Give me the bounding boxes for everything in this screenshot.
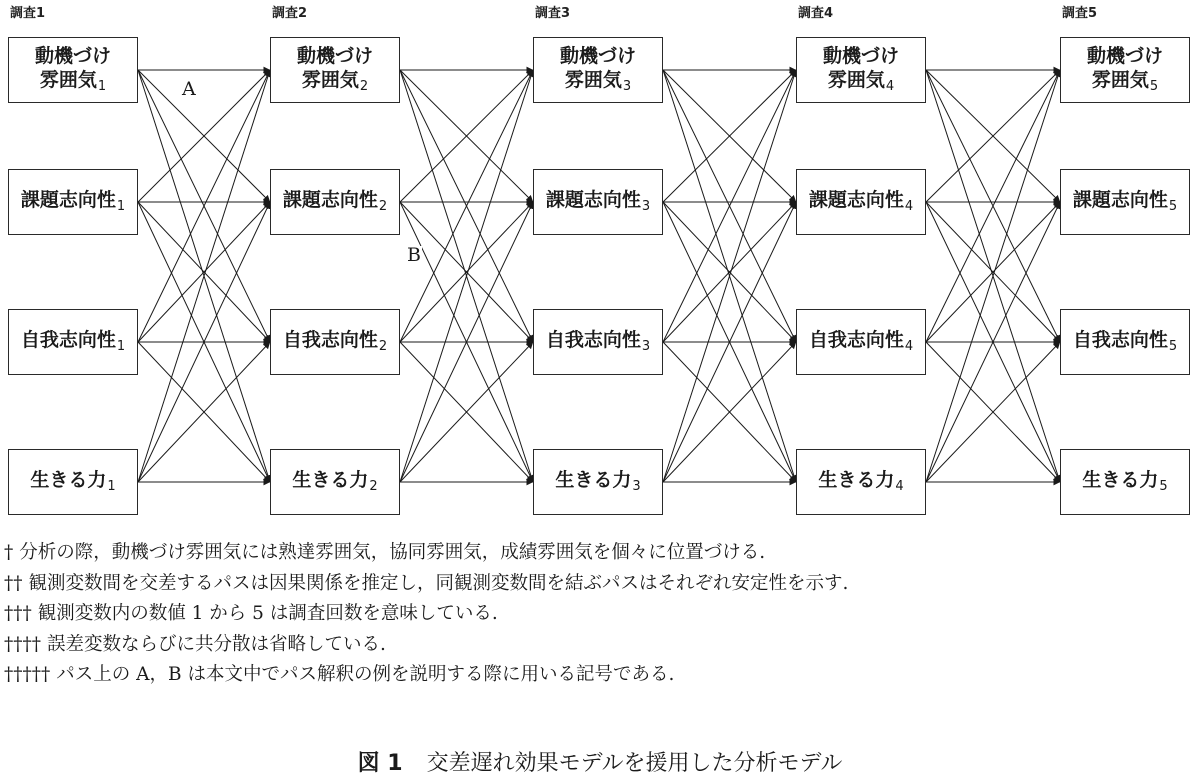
survey-index: 3 bbox=[622, 78, 632, 94]
survey-label: 調査3 bbox=[535, 6, 571, 21]
variable-node bbox=[270, 449, 400, 515]
variable-node bbox=[796, 449, 926, 515]
survey-index: 3 bbox=[641, 338, 651, 354]
survey-label: 調査5 bbox=[1062, 6, 1098, 21]
node-label-line: 雰囲気$_4$ bbox=[827, 68, 895, 94]
node-label-line: 雰囲気$_2$ bbox=[301, 68, 369, 94]
node-label-line: 生きる力$_3$ bbox=[555, 468, 641, 494]
node-label-line: 動機づけ bbox=[1086, 45, 1163, 67]
survey-index: 3 bbox=[632, 478, 641, 494]
survey-index: 5 bbox=[1168, 198, 1178, 214]
figure-number: 図 1 bbox=[357, 751, 403, 776]
path-label-a: A bbox=[182, 78, 196, 100]
survey-index: 5 bbox=[1168, 338, 1178, 354]
node-label-line: 雰囲気$_5$ bbox=[1091, 68, 1159, 94]
path-label-b: B bbox=[407, 244, 421, 266]
node-label-line: 課題志向性$_3$ bbox=[545, 188, 651, 214]
footnote-mark: †† bbox=[4, 572, 23, 594]
footnote-text: 観測変数間を交差するパスは因果関係を推定し，同観測変数間を結ぶパスはそれぞれ安定性を示す. bbox=[28, 572, 849, 594]
variable-node bbox=[533, 449, 663, 515]
footnote-text: 誤差変数ならびに共分散は省略している. bbox=[47, 633, 386, 655]
footnote-mark: † bbox=[4, 542, 14, 563]
node-label-line: 自我志向性$_2$ bbox=[282, 328, 388, 354]
footnote-text: パス上の A，B は本文中でパス解釈の例を説明する際に用いる記号である. bbox=[56, 664, 675, 685]
survey-index: 2 bbox=[369, 478, 378, 494]
variable-node bbox=[533, 309, 663, 375]
variable-node bbox=[8, 169, 138, 235]
survey-index: 5 bbox=[1159, 478, 1168, 494]
variable-node bbox=[1060, 449, 1190, 515]
variable-node bbox=[533, 169, 663, 235]
node-label-line: 課題志向性$_4$ bbox=[808, 188, 914, 214]
survey-index: 4 bbox=[904, 338, 914, 354]
node-label-line: 生きる力$_5$ bbox=[1082, 468, 1168, 494]
variable-node bbox=[533, 37, 663, 103]
variable-node bbox=[8, 37, 138, 103]
survey-index: 2 bbox=[359, 78, 369, 94]
survey-index: 3 bbox=[641, 198, 651, 214]
survey-label: 調査2 bbox=[272, 6, 308, 21]
variable-node bbox=[270, 169, 400, 235]
node-label-line: 雰囲気$_1$ bbox=[39, 68, 107, 94]
node-label-line: 課題志向性$_5$ bbox=[1072, 188, 1178, 214]
node-label-line: 自我志向性$_5$ bbox=[1072, 328, 1178, 354]
footnote bbox=[4, 599, 1198, 630]
variable-node bbox=[270, 37, 400, 103]
survey-index: 2 bbox=[378, 338, 388, 354]
variable-node bbox=[796, 37, 926, 103]
variable-node bbox=[8, 309, 138, 375]
node-label-line: 動機づけ bbox=[559, 45, 636, 67]
node-label-line: 課題志向性$_1$ bbox=[20, 188, 126, 214]
survey-index: 4 bbox=[904, 198, 914, 214]
footnote bbox=[4, 538, 1198, 569]
survey-index: 4 bbox=[895, 478, 904, 494]
footnotes bbox=[4, 538, 1198, 691]
node-label-line: 課題志向性$_2$ bbox=[282, 188, 388, 214]
node-label-line: 生きる力$_1$ bbox=[30, 468, 116, 494]
variable-node bbox=[796, 309, 926, 375]
footnote-mark: †††† bbox=[4, 633, 41, 655]
survey-index: 1 bbox=[116, 338, 126, 354]
survey-index: 1 bbox=[97, 78, 107, 94]
survey-label: 調査1 bbox=[10, 6, 46, 21]
footnote-text: 分析の際，動機づけ雰囲気には熟達雰囲気，協同雰囲気，成績雰囲気を個々に位置づける. bbox=[19, 542, 766, 563]
survey-index: 4 bbox=[885, 78, 895, 94]
footnote bbox=[4, 660, 1198, 691]
node-label-line: 生きる力$_4$ bbox=[818, 468, 904, 494]
footnote-mark: ††††† bbox=[4, 664, 51, 685]
path-arrows bbox=[138, 70, 1060, 482]
survey-index: 1 bbox=[116, 198, 126, 214]
node-label-line: 生きる力$_2$ bbox=[292, 468, 378, 494]
node-label-line: 動機づけ bbox=[822, 45, 899, 67]
variable-node bbox=[1060, 309, 1190, 375]
footnote-mark: ††† bbox=[4, 603, 32, 624]
node-label-line: 動機づけ bbox=[34, 45, 111, 67]
survey-index: 2 bbox=[378, 198, 388, 214]
figure-caption bbox=[0, 746, 1200, 777]
footnote bbox=[4, 630, 1198, 661]
survey-label: 調査4 bbox=[798, 6, 834, 21]
node-label-line: 雰囲気$_3$ bbox=[564, 68, 632, 94]
footnote bbox=[4, 569, 1198, 600]
survey-index: 5 bbox=[1149, 78, 1159, 94]
survey-index: 1 bbox=[107, 478, 116, 494]
footnote-text: 観測変数内の数値 1 から 5 は調査回数を意味している. bbox=[37, 603, 498, 624]
variable-node bbox=[796, 169, 926, 235]
variable-node bbox=[1060, 169, 1190, 235]
node-label-line: 自我志向性$_3$ bbox=[545, 328, 651, 354]
variable-node bbox=[270, 309, 400, 375]
figure-title: 交差遅れ効果モデルを援用した分析モデル bbox=[426, 751, 843, 776]
node-label-line: 自我志向性$_4$ bbox=[808, 328, 914, 354]
node-label-line: 自我志向性$_1$ bbox=[20, 328, 126, 354]
variable-node bbox=[8, 449, 138, 515]
node-label-line: 動機づけ bbox=[296, 45, 373, 67]
variable-node bbox=[1060, 37, 1190, 103]
